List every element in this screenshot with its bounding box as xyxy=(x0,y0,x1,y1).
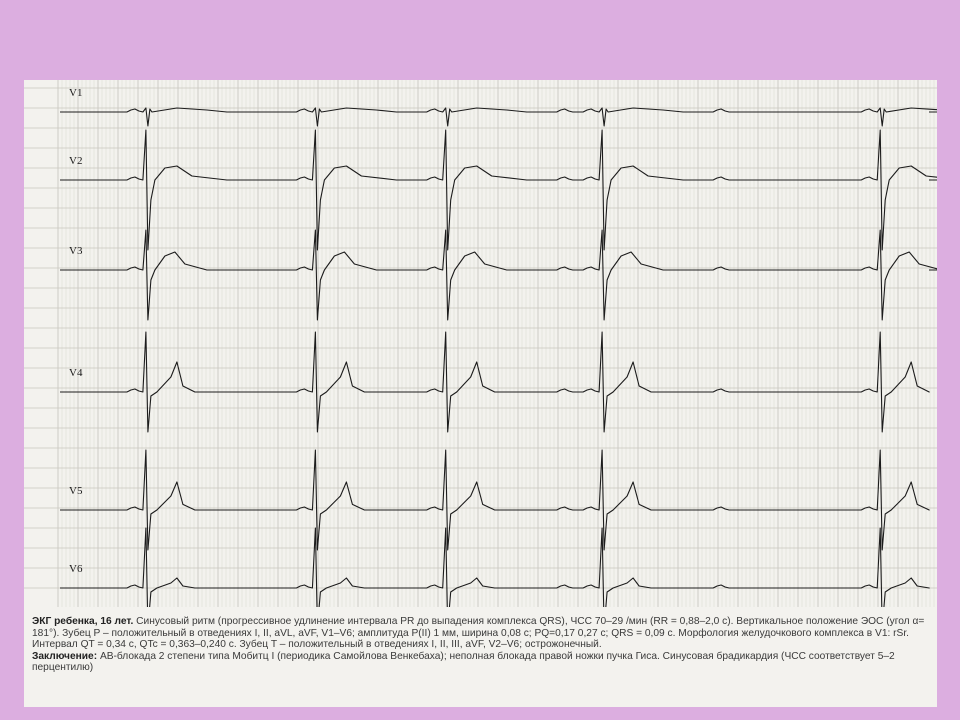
figure-caption xyxy=(32,616,930,674)
lead-label-v2: V2 xyxy=(69,155,83,167)
conclusion-paragraph xyxy=(32,651,930,674)
conclusion-text: АВ-блокада 2 степени типа Мобитц I (периодика Самойлова Венкебаха); неполная блокада правой ножки пучка Гиса. Синусовая брадикардия (ЧСС соответствует 5–2 перцентилю) xyxy=(32,650,895,674)
lead-label-v3: V3 xyxy=(69,245,83,257)
lead-label-v1: V1 xyxy=(69,87,83,99)
lead-label-v4: V4 xyxy=(69,367,83,379)
lead-label-v6: V6 xyxy=(69,563,83,575)
lead-label-v5: V5 xyxy=(69,485,83,497)
ecg-strip xyxy=(24,80,937,607)
ecg-description: Синусовый ритм (прогрессивное удлинение интервала PR до выпадения комплекса QRS), ЧСС 70–29 /мин (RR = 0,88–2,0 с). Вертикальное положение ЭОС (угол α= 181°). Зубец P – положительный в отведениях I, II, aVL, aVF, V1–V6; амплитуда P(II) 1 мм, ширина 0,08 с; PQ=0,17 0,27 с; QRS = 0,09 с. Морфология желудочкового комплекса в V1: rSr. Интервал QT = 0,34 с, QTc = 0,363–0,240 с. Зубец T – положительный в отведениях I, II, III, aVF, V2–V6; острожонечный. xyxy=(32,616,925,651)
ecg-description-paragraph xyxy=(32,616,930,651)
ecg-title: ЭКГ ребенка, 16 лет. xyxy=(32,616,134,627)
document-page xyxy=(24,80,937,707)
conclusion-title: Заключение: xyxy=(32,650,98,662)
